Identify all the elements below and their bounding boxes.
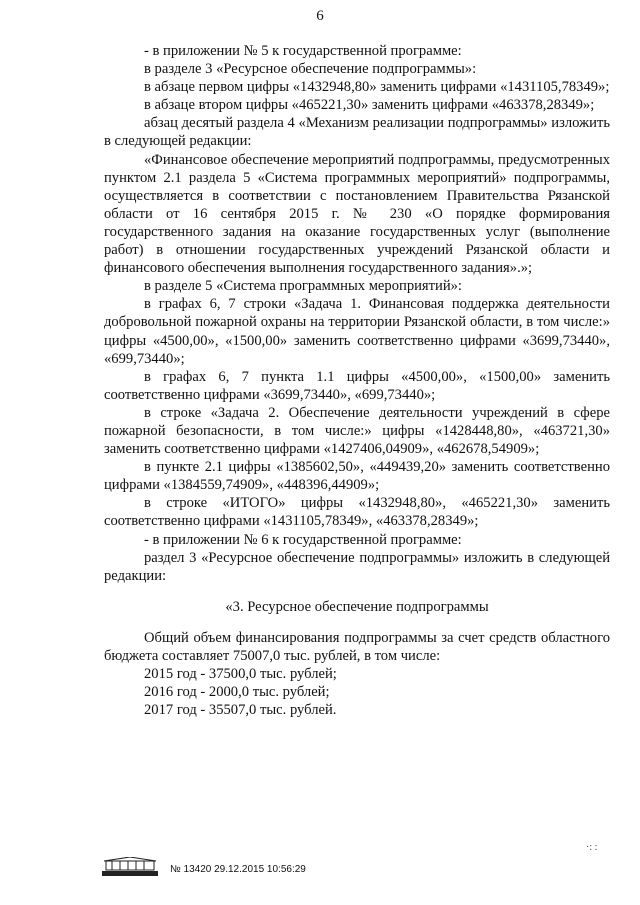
page-number: 6 [316, 8, 324, 24]
registration-stamp: № 13420 29.12.2015 10:56:29 [170, 864, 306, 875]
funding-paragraph: Общий объем финансирования подпрограммы за счет средств областного бюджета составляет 75007,0 тыс. рублей, в том числе: [104, 629, 610, 664]
amendment-paragraph: «Финансовое обеспечение мероприятий подпрограммы, предусмотренных пунктом 2.1 раздела 5 «Система программных мероприятий» подпрограммы, осуществляется в соответствии с постановлением Правительства Рязанской области от 16 сентября 2015 г. № 230 «О порядке формирования государственного задания на оказание государственных услуг (выполнение работ) в отношении государственных учреждений Рязанской области и финансового обеспечения выполнения государственного задания».»; [104, 151, 610, 277]
margin-mark: ·: : [586, 842, 598, 853]
amendment-paragraph: в абзаце втором цифры «465221,30» заменить цифрами «463378,28349»; [144, 97, 595, 114]
document-footer [100, 857, 306, 877]
amendment-paragraph: в строке «ИТОГО» цифры «1432948,80», «465221,30» заменить соответственно цифрами «1431105,78349», «463378,28349»; [104, 495, 610, 530]
government-seal-icon [100, 857, 160, 877]
funding-paragraph: 2017 год - 35507,0 тыс. рублей. [144, 702, 337, 719]
amendment-paragraph: - в приложении № 6 к государственной программе: [144, 531, 462, 548]
amendment-paragraph: в разделе 5 «Система программных мероприятий»: [144, 278, 462, 295]
section-heading: «3. Ресурсное обеспечение подпрограммы [225, 598, 489, 615]
amendment-paragraph: - в приложении № 5 к государственной программе: [144, 43, 462, 59]
amendment-paragraph: в разделе 3 «Ресурсное обеспечение подпрограммы»: [144, 61, 477, 78]
amendment-paragraph: в строке «Задача 2. Обеспечение деятельности учреждений в сфере пожарной безопасности, в том числе:» цифры «1428448,80», «463721,30» заменить соответственно цифрами «1427406,04909», «462678,54909»; [104, 404, 610, 458]
amendment-paragraph: в графах 6, 7 строки «Задача 1. Финансовая поддержка деятельности добровольной пожарной охраны на территории Рязанской области, в том числе:» цифры «4500,00», «1500,00» заменить соответственно цифрами «3699,73440», «699,73440»; [104, 296, 610, 367]
funding-paragraph: 2015 год - 37500,0 тыс. рублей; [144, 666, 337, 683]
document-body [104, 42, 610, 719]
amendment-paragraphs [104, 42, 610, 585]
amendment-paragraph: в графах 6, 7 пункта 1.1 цифры «4500,00», «1500,00» заменить соответственно цифрами «3699,73440», «699,73440»; [104, 368, 610, 403]
funding-paragraph: 2016 год - 2000,0 тыс. рублей; [144, 684, 330, 701]
amendment-paragraph: в пункте 2.1 цифры «1385602,50», «449439,20» заменить соответственно цифрами «1384559,74909», «448396,44909»; [104, 459, 610, 494]
amendment-paragraph: в абзаце первом цифры «1432948,80» заменить цифрами «1431105,78349»; [144, 79, 610, 96]
funding-paragraphs [104, 629, 610, 719]
amendment-paragraph: раздел 3 «Ресурсное обеспечение подпрограммы» изложить в следующей редакции: [104, 549, 610, 584]
amendment-paragraph: абзац десятый раздела 4 «Механизм реализации подпрограммы» изложить в следующей редакции: [104, 115, 610, 150]
